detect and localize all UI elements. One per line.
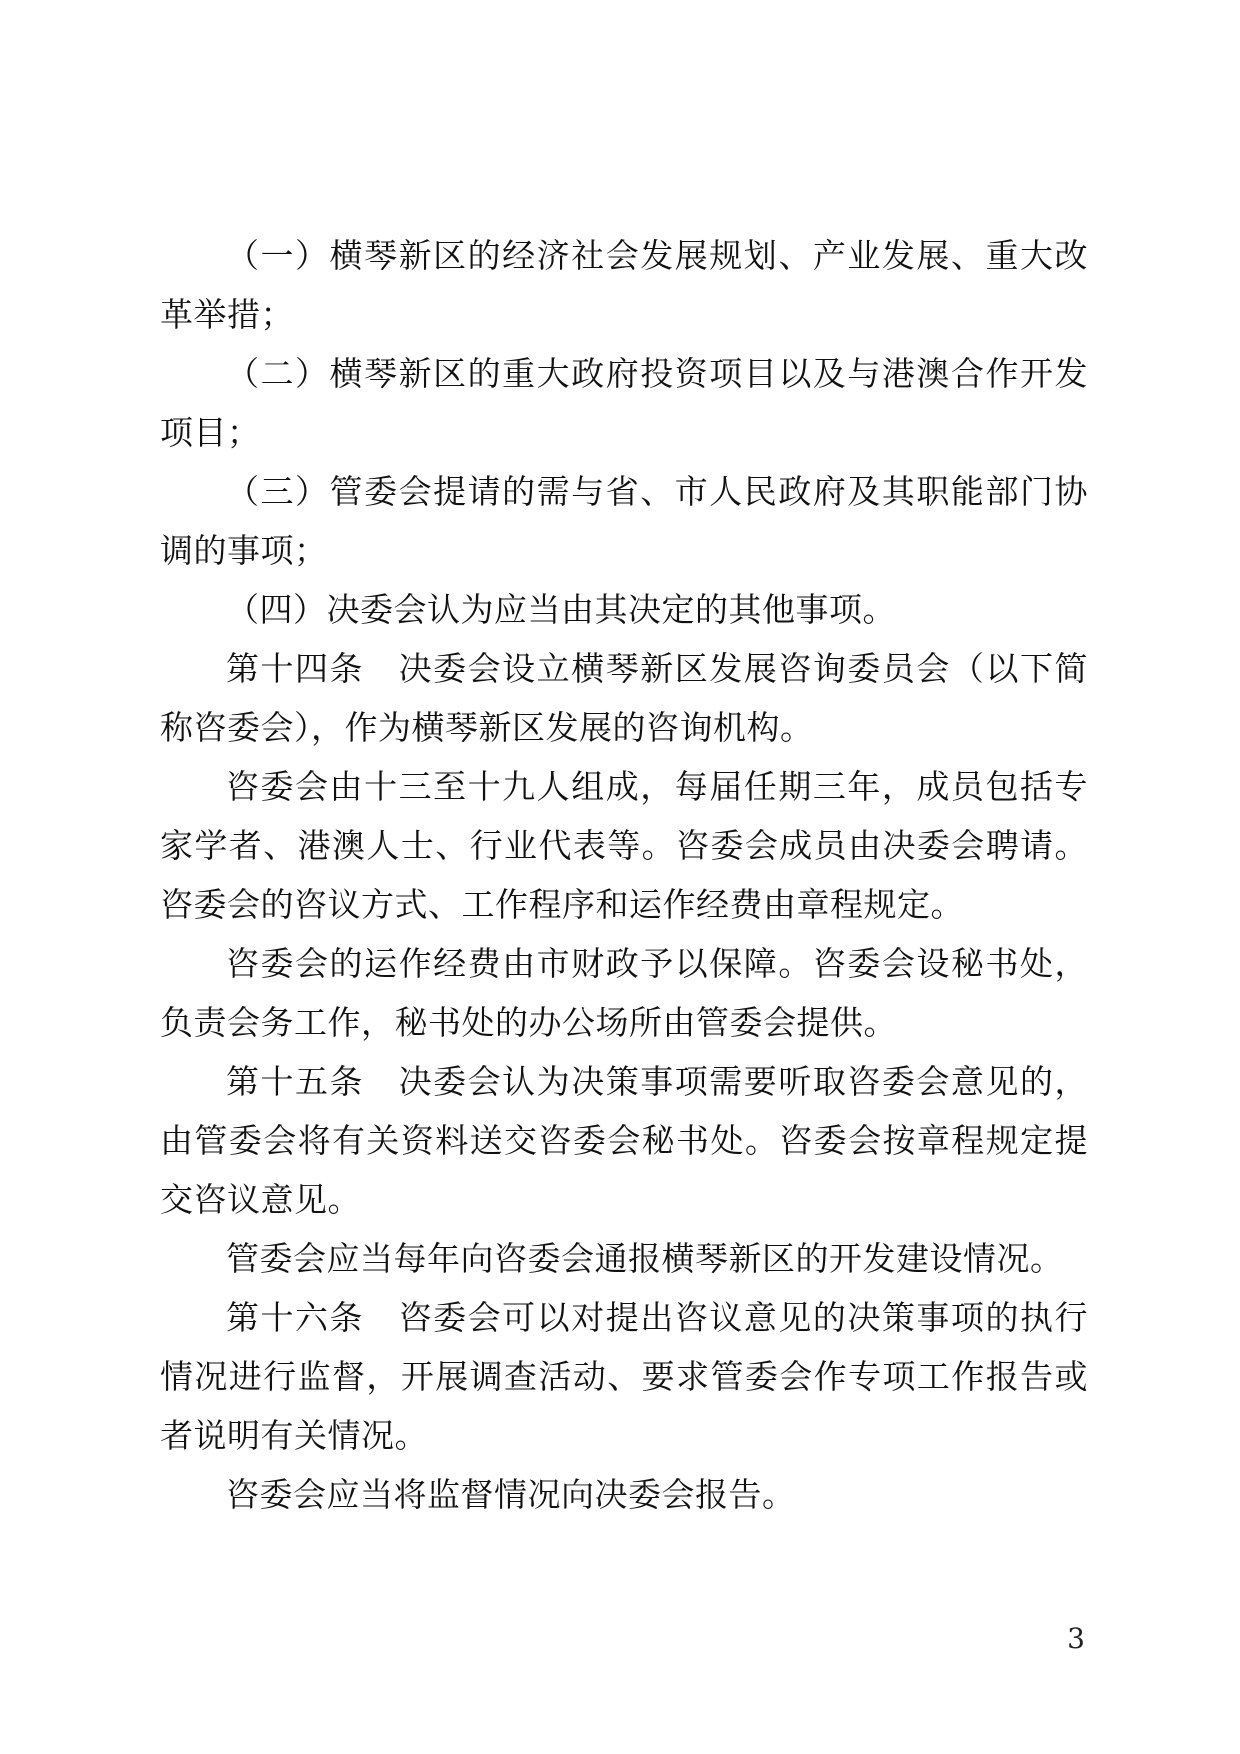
paragraph-item-3: （三）管委会提请的需与省、市人民政府及其职能部门协调的事项； xyxy=(160,472,1088,570)
paragraph-funding: 咨委会的运作经费由市财政予以保障。咨委会设秘书处，负责会务工作，秘书处的办公场所由管委会提供。 xyxy=(160,944,1088,1042)
paragraph-article-16: 第十六条 咨委会可以对提出咨议意见的决策事项的执行情况进行监督，开展调查活动、要求管委会作专项工作报告或者说明有关情况。 xyxy=(160,1298,1088,1455)
paragraph-item-4: （四）决委会认为应当由其决定的其他事项。 xyxy=(226,590,896,629)
body-text xyxy=(160,226,1088,1524)
paragraph-annual-report: 管委会应当每年向咨委会通报横琴新区的开发建设情况。 xyxy=(226,1239,1064,1278)
paragraph-item-1: （一）横琴新区的经济社会发展规划、产业发展、重大改革举措； xyxy=(160,236,1088,334)
paragraph-item-2: （二）横琴新区的重大政府投资项目以及与港澳合作开发项目； xyxy=(160,354,1088,452)
page-number: 3 xyxy=(1067,1622,1085,1655)
paragraph-supervision-report: 咨委会应当将监督情况向决委会报告。 xyxy=(226,1475,796,1514)
paragraph-article-14: 第十四条 决委会设立横琴新区发展咨询委员会（以下简称咨委会），作为横琴新区发展的咨询机构。 xyxy=(160,649,1088,747)
paragraph-composition: 咨委会由十三至十九人组成，每届任期三年，成员包括专家学者、港澳人士、行业代表等。咨委会成员由决委会聘请。咨委会的咨议方式、工作程序和运作经费由章程规定。 xyxy=(160,767,1088,924)
paragraph-article-15: 第十五条 决委会认为决策事项需要听取咨委会意见的，由管委会将有关资料送交咨委会秘书处。咨委会按章程规定提交咨议意见。 xyxy=(160,1062,1088,1219)
